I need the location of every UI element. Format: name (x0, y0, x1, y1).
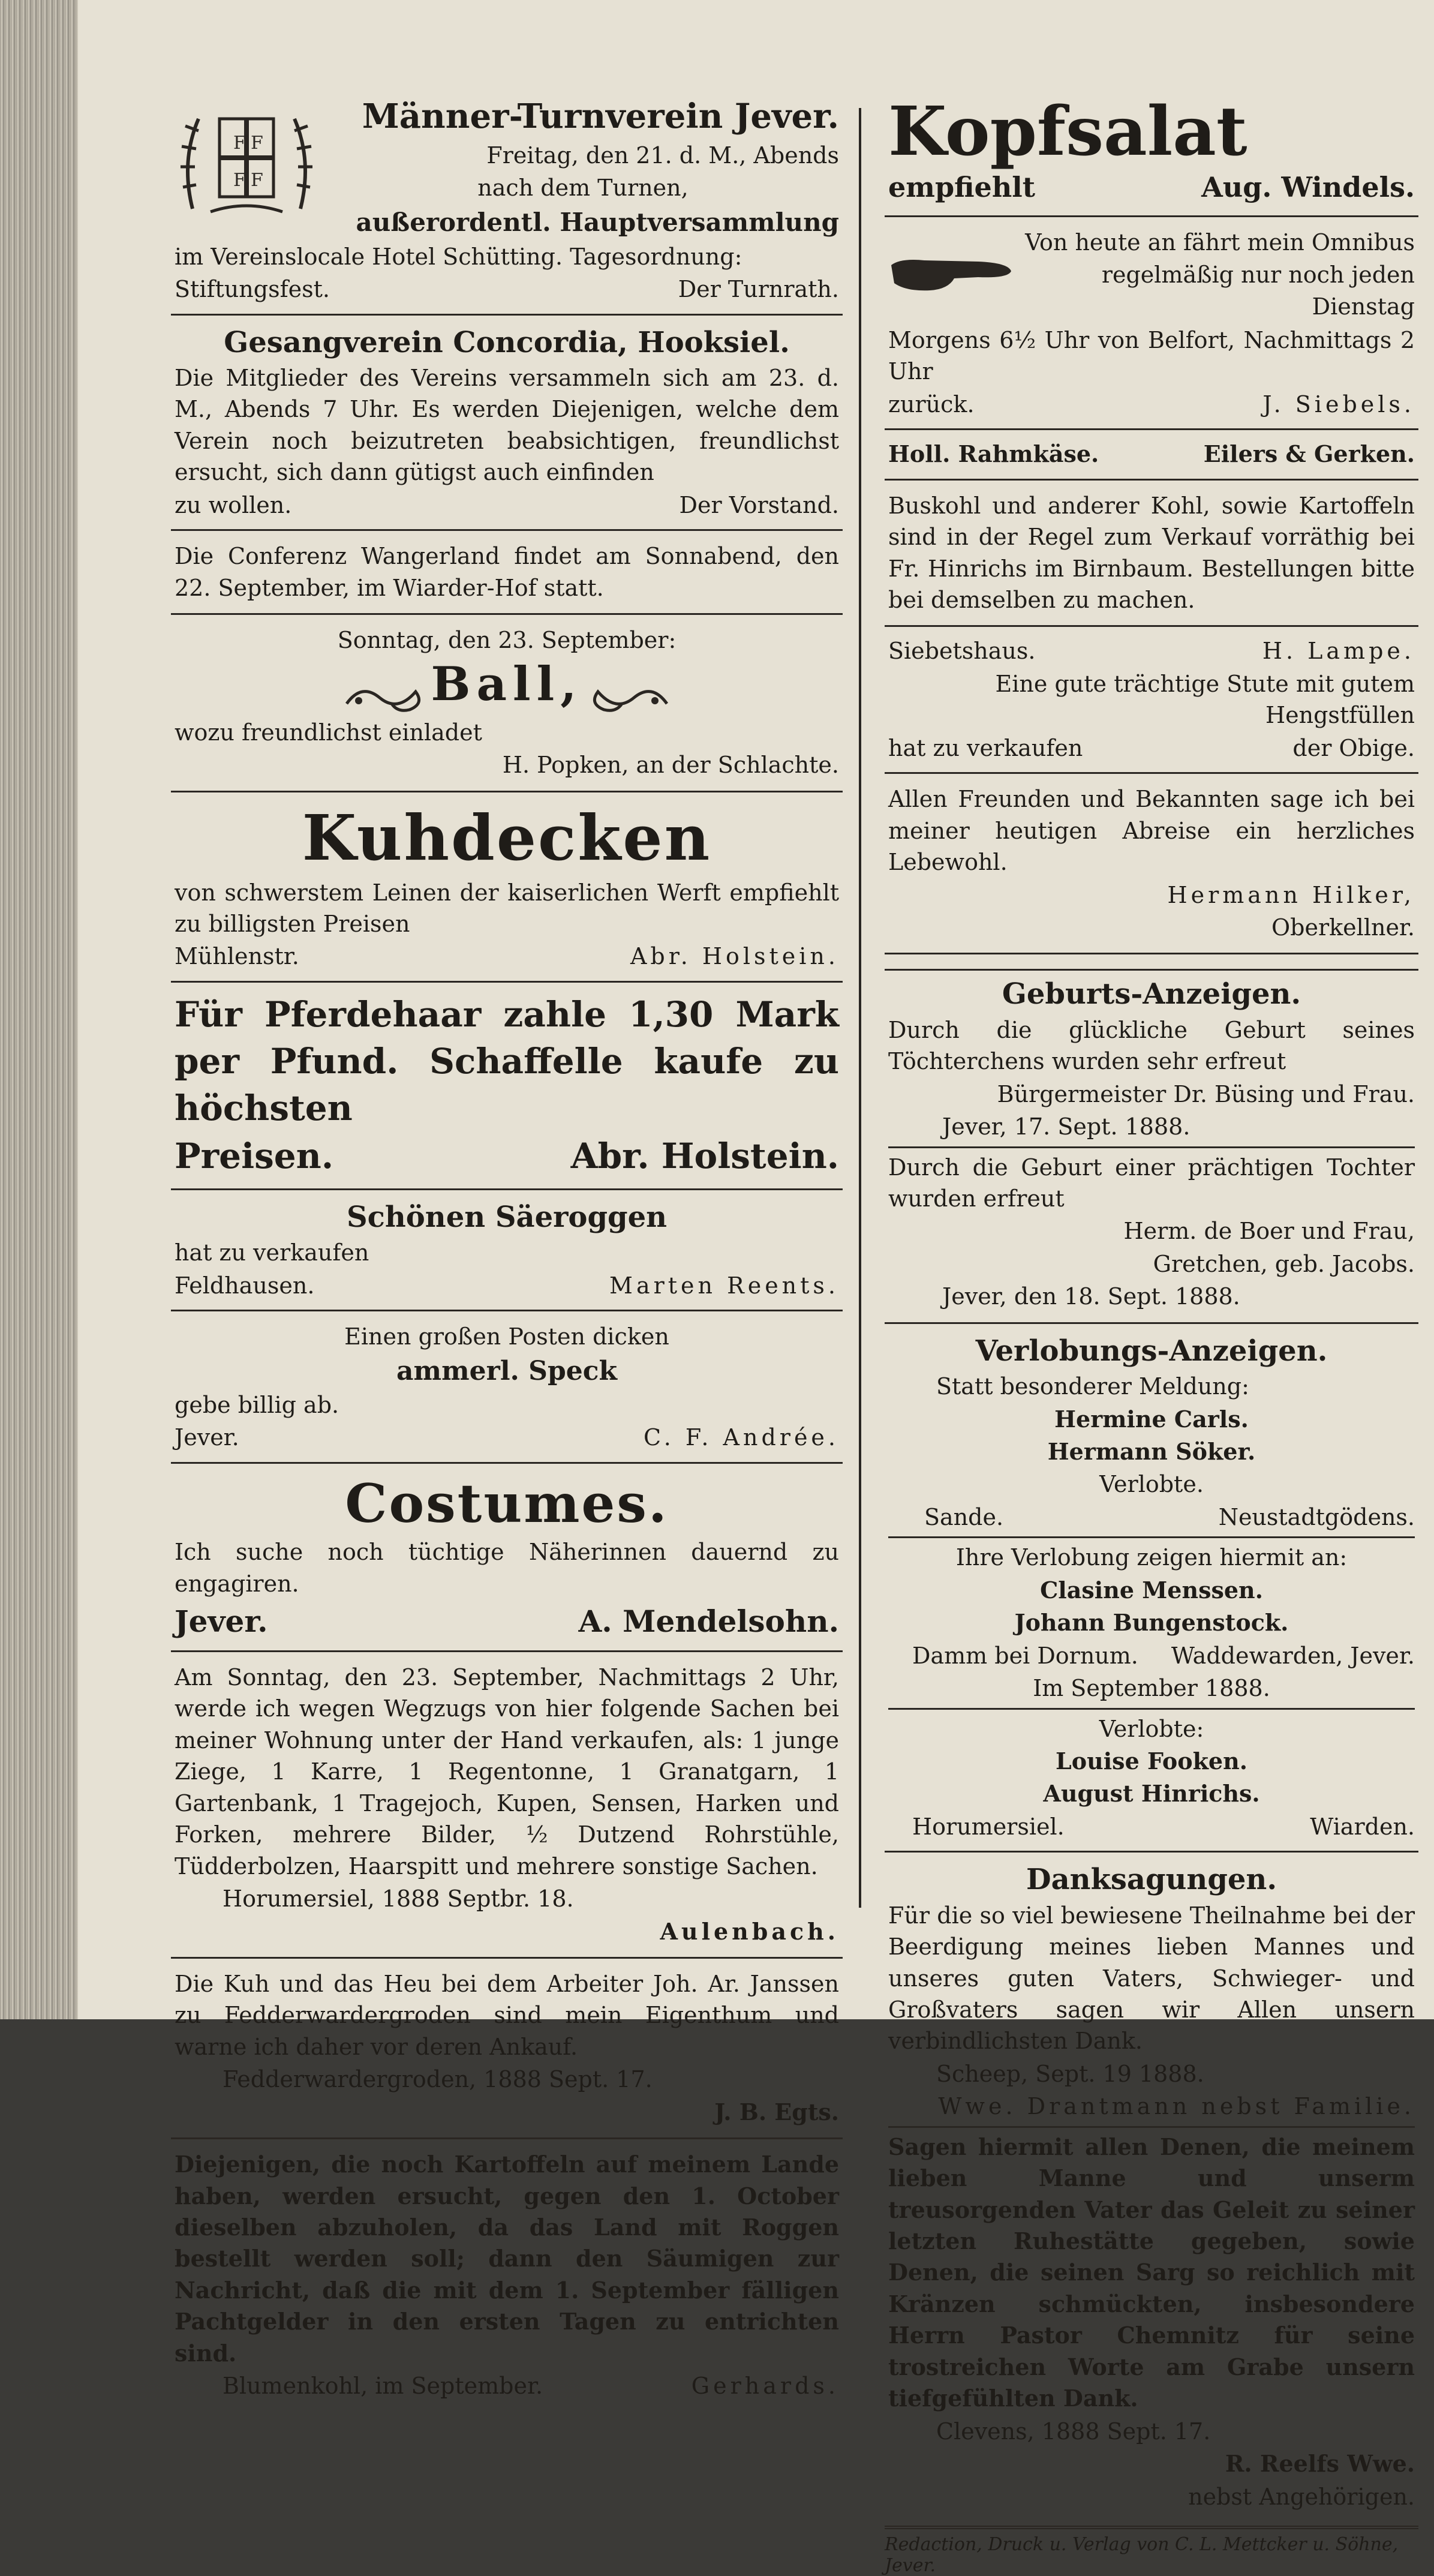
turnverein-line3: außerordentl. Hauptversammlung (356, 207, 839, 237)
dank-signer1: Wwe. Drantmann nebst Familie. (938, 2093, 1415, 2120)
pferdehaar-body: Für Pferdehaar zahle 1,30 Mark per Pfund. Schaffelle kaufe zu höchsten (175, 993, 839, 1129)
verlobung-separator1 (888, 1536, 1415, 1538)
pferdehaar-last-left: Preisen. (175, 1135, 334, 1176)
geburt-name2b: Gretchen, geb. Jacobs. (1153, 1250, 1415, 1277)
kartoffeln-body: Diejenigen, die noch Kartoffeln auf meinem Lande haben, werden ersucht, gegen den 1. October dieselben abzuholen, da das Land mit Roggen bestellt werden soll; dann den Säumigen zur Nachricht, daß die mit dem 1. September fälligen Pachtgelder in den ersten Tagen zu entrichten sind. (175, 2151, 839, 2367)
kuhdecken-body: von schwerstem Leinen der kaiserlichen Werft empfiehlt zu billigsten Preisen (175, 879, 839, 937)
turnverein-title: Männer-Turnverein Jever. (362, 97, 839, 136)
turnverein-signer: Der Turnrath. (678, 276, 839, 303)
ad-kuhdecken (171, 796, 843, 983)
verlobung-name4: Johann Bungenstock. (1014, 1609, 1289, 1637)
verlobung-status2: Verlobte: (1099, 1715, 1204, 1742)
kopfsalat-signoff (888, 169, 1415, 206)
omnibus-line3: Morgens 6½ Uhr von Belfort, Nachmittags 2 Uhr (888, 326, 1415, 385)
right-column (885, 90, 1418, 2576)
svg-text:F: F (233, 170, 246, 191)
omnibus-last-left: zurück. (888, 391, 975, 418)
kuhdecken-signoff (175, 941, 839, 972)
geburt-name2a: Herm. de Boer und Frau, (1123, 1218, 1415, 1245)
ad-kuh (171, 1962, 843, 2139)
rahmkaese-right: Eilers & Gerken. (1203, 440, 1415, 468)
right-flourish-icon (586, 680, 670, 716)
ball-date: Sonntag, den 23. September: (337, 626, 677, 653)
verlobung-name6: August Hinrichs. (1043, 1780, 1260, 1808)
concordia-last-left: zu wollen. (175, 491, 292, 518)
auction-date: Horumersiel, 1888 Septbr. 18. (223, 1886, 574, 1913)
ball-signer: H. Popken, an der Schlachte. (502, 752, 839, 779)
geburt-body2: Durch die Geburt einer prächtigen Tochter wurden erfreut (888, 1154, 1415, 1212)
imprint-footer: Redaction, Druck u. Verlag von C. L. Mettcker u. Söhne, Jever. (885, 2526, 1418, 2576)
ad-omnibus (885, 221, 1418, 431)
turnverein-line4: im Vereinslocale Hotel Schütting. Tagesordnung: (175, 243, 742, 270)
speck-signoff (175, 1422, 839, 1453)
ad-turnverein (171, 90, 843, 316)
book-page-edges (0, 0, 78, 2019)
verlobung-place1-left: Sande. (924, 1503, 1004, 1530)
kohl-body: Buskohl und anderer Kohl, sowie Kartoffeln sind in der Regel zum Verkauf vorräthig bei Fr. Hinrichs im Birnbaum. Bestellungen bitte bei demselben zu machen. (888, 492, 1415, 614)
ad-kopfsalat (885, 90, 1418, 217)
costumes-title: Costumes. (345, 1472, 669, 1535)
ball-invite: wozu freundlichst einladet (175, 719, 482, 746)
kuh-date: Fedderwardergroden, 1888 Sept. 17. (223, 2066, 653, 2093)
speck-line3: gebe billig ab. (175, 1391, 339, 1418)
dank-date2: Clevens, 1888 Sept. 17. (936, 2418, 1211, 2445)
speck-line1: Einen großen Posten dicken (344, 1323, 669, 1350)
dank-signer2b: nebst Angehörigen. (1188, 2483, 1415, 2510)
stute-body: Eine gute trächtige Stute mit gutem Hengstfüllen (995, 670, 1415, 729)
verlobung-name1: Hermine Carls. (1054, 1405, 1249, 1433)
omnibus-head-text (1020, 226, 1415, 323)
verlobung-name2: Hermann Söker. (1047, 1438, 1256, 1465)
speck-signer: C. F. Andrée. (644, 1424, 839, 1451)
stute-last-right: der Obige. (1292, 734, 1415, 761)
ad-concordia (171, 319, 843, 532)
verlobung-intro: Statt besonderer Meldung: (936, 1373, 1249, 1400)
verlobung-places2 (888, 1640, 1415, 1671)
ad-auction (171, 1656, 843, 1959)
omnibus-line1: Von heute an fährt mein Omnibus (1025, 229, 1415, 256)
geburt-title: Geburts-Anzeigen. (1002, 977, 1301, 1011)
conferenz-body: Die Conferenz Wangerland findet am Sonnabend, den 22. September, im Wiarder-Hof statt. (175, 543, 839, 601)
geburt-name1: Bürgermeister Dr. Büsing und Frau. (997, 1080, 1415, 1107)
verlobung-title: Verlobungs-Anzeigen. (975, 1334, 1328, 1368)
dank-date1: Scheep, Sept. 19 1888. (936, 2060, 1204, 2087)
turnverein-emblem-icon (175, 95, 318, 221)
ad-conferenz (171, 535, 843, 615)
ad-geburt (885, 969, 1418, 1323)
verlobung-place1-right: Neustadtgödens. (1218, 1503, 1415, 1530)
left-flourish-icon (344, 680, 428, 716)
abschied-name: Hermann Hilker, (1167, 881, 1415, 908)
geburt-date2: Jever, den 18. Sept. 1888. (942, 1283, 1240, 1310)
kartoffeln-signer: Gerhards. (691, 2373, 839, 2400)
pferdehaar-signoff (175, 1132, 839, 1180)
concordia-body: Die Mitglieder des Vereins versammeln sich am 23. d. M., Abends 7 Uhr. Es werden Diejenigen, welche dem Verein noch beizutreten beabsichtigen, freundlichst ersucht, sich dann gütigst auch einfinden (175, 364, 839, 486)
ad-ball (171, 619, 843, 792)
turnverein-line2: nach dem Turnen, (477, 175, 689, 202)
dank-separator (888, 2126, 1415, 2128)
ad-costumes (171, 1467, 843, 1652)
kuh-signer: J. B. Egts. (714, 2098, 839, 2125)
kuhdecken-title: Kuhdecken (302, 800, 712, 875)
abschied-body: Allen Freunden und Bekannten sage ich bei meiner heutigen Abreise ein herzliches Lebewohl. (888, 786, 1415, 876)
concordia-signoff (175, 490, 839, 521)
pointing-hand-icon (888, 253, 1014, 295)
geburt-body1: Durch die glückliche Geburt seines Töchterchens wurden sehr erfreut (888, 1016, 1415, 1075)
ad-pferdehaar (171, 986, 843, 1190)
ad-verlobung (885, 1328, 1418, 1853)
ad-speck (171, 1315, 843, 1464)
auction-signer: Aulenbach. (660, 1917, 839, 1945)
omnibus-line2: regelmäßig nur noch jeden Dienstag (1101, 262, 1415, 320)
omnibus-signoff (888, 389, 1415, 420)
ad-dank (885, 1856, 1418, 2522)
saeroggen-signoff (175, 1270, 839, 1301)
stute-last-left: hat zu verkaufen (888, 734, 1083, 761)
verlobung-status1: Verlobte. (1099, 1471, 1204, 1498)
speck-place: Jever. (175, 1424, 239, 1451)
ad-abschied (885, 777, 1418, 954)
verlobung-place3-right: Wiarden. (1310, 1813, 1415, 1840)
ad-kartoffeln (171, 2143, 843, 2410)
auction-body: Am Sonntag, den 23. September, Nachmittags 2 Uhr, werde ich wegen Wegzugs von hier folgende Sachen bei meiner Wohnung unter der Hand verkaufen, als: 1 junge Ziege, 1 Karre, 1 Regentonne, 1 Granatgarn, 1 Gartenbank, 1 Tragejoch, Kupen, Sensen, Harken und Forken, mehrere Bilder, ½ Dutzend Rohrstühle, Tüdderbolzen, Haarspitt und mehrere sonstige Sachen. (175, 1664, 839, 1880)
ball-heading (175, 657, 839, 716)
ad-kohl (885, 484, 1418, 628)
saeroggen-title: Schönen Säeroggen (346, 1200, 668, 1234)
speck-line2: ammerl. Speck (396, 1355, 617, 1386)
stute-place: Siebetshaus. (888, 638, 1036, 665)
left-column (171, 90, 843, 2414)
svg-text:F: F (251, 170, 263, 191)
geburt-date1: Jever, 17. Sept. 1888. (942, 1113, 1191, 1140)
dank-body1: Für die so viel bewiesene Theilnahme bei der Beerdigung meines lieben Mannes und unseres guten Vaters, Schwieger- und Großvaters sagen wir Allen unsern verbindlichsten Dank. (888, 1902, 1415, 2055)
dank-body2: Sagen hiermit allen Denen, die meinem lieben Manne und unserm treusorgenden Vater das Geleit zu seiner letzten Ruhestätte gegeben, sowie Denen, die seinen Sarg so reichlich mit Kränzen schmückten, insbesondere Herrn Pastor Chemnitz für seine trostreichen Worte am Grabe unsern tiefgefühlten Dank. (888, 2133, 1415, 2412)
saeroggen-signer: Marten Reents. (609, 1272, 839, 1299)
dank-signer2a: R. Reelfs Wwe. (1225, 2450, 1415, 2478)
turnverein-line5-left: Stiftungsfest. (175, 276, 330, 303)
omnibus-head (888, 226, 1415, 323)
dank-title: Danksagungen. (1026, 1863, 1277, 1897)
kuhdecken-signer: Abr. Holstein. (630, 943, 839, 970)
geburt-separator (888, 1146, 1415, 1148)
verlobung-places1 (888, 1502, 1415, 1533)
kartoffeln-signoff (175, 2370, 839, 2401)
kuhdecken-place: Mühlenstr. (175, 943, 299, 970)
verlobung-separator2 (888, 1708, 1415, 1710)
verlobung-name3: Clasine Menssen. (1040, 1576, 1263, 1604)
kuh-body: Die Kuh und das Heu bei dem Arbeiter Joh. Ar. Janssen zu Fedderwardergroden sind mein Eigenthum und warne ich daher vor deren Ankauf. (175, 1970, 839, 2060)
turnverein-line1: Freitag, den 21. d. M., Abends (486, 142, 839, 169)
kartoffeln-place: Blumenkohl, im September. (223, 2373, 543, 2400)
ball-title: Ball, (431, 657, 583, 712)
kopfsalat-signer: Aug. Windels. (1201, 171, 1415, 204)
verlobung-place2-left: Damm bei Dornum. (912, 1642, 1138, 1669)
stute-header (888, 635, 1415, 666)
costumes-signer: A. Mendelsohn. (578, 1604, 839, 1640)
svg-text:F: F (233, 133, 246, 154)
column-divider (859, 108, 861, 1908)
saeroggen-line: hat zu verkaufen (175, 1239, 369, 1266)
abschied-role: Oberkellner. (1271, 914, 1415, 941)
ad-stute (885, 631, 1418, 774)
costumes-signoff (175, 1601, 839, 1642)
verlobung-intro2: Ihre Verlobung zeigen hiermit an: (955, 1544, 1348, 1571)
kopfsalat-left: empfiehlt (888, 171, 1035, 204)
verlobung-place2-right: Waddewarden, Jever. (1171, 1642, 1415, 1669)
costumes-body: Ich suche noch tüchtige Näherinnen dauernd zu engagiren. (175, 1539, 839, 1597)
rahmkaese-row (888, 439, 1415, 470)
concordia-signer: Der Vorstand. (679, 491, 839, 518)
ad-rahmkaese (885, 434, 1418, 480)
kopfsalat-title: Kopfsalat (888, 92, 1247, 171)
stute-signer: H. Lampe. (1262, 638, 1415, 665)
omnibus-signer: J. Siebels. (1262, 391, 1415, 418)
turnverein-signoff (175, 274, 839, 305)
svg-text:F: F (251, 133, 263, 154)
stute-signoff (888, 732, 1415, 764)
verlobung-date2: Im September 1888. (1033, 1675, 1270, 1702)
verlobung-place3-left: Horumersiel. (912, 1813, 1065, 1840)
verlobung-places3 (888, 1811, 1415, 1842)
rahmkaese-left: Holl. Rahmkäse. (888, 440, 1099, 468)
ad-saeroggen (171, 1194, 843, 1311)
pferdehaar-signer: Abr. Holstein. (570, 1135, 839, 1176)
saeroggen-place: Feldhausen. (175, 1272, 315, 1299)
concordia-title: Gesangverein Concordia, Hooksiel. (224, 325, 790, 359)
verlobung-name5: Louise Fooken. (1056, 1747, 1247, 1775)
costumes-place: Jever. (175, 1604, 268, 1640)
